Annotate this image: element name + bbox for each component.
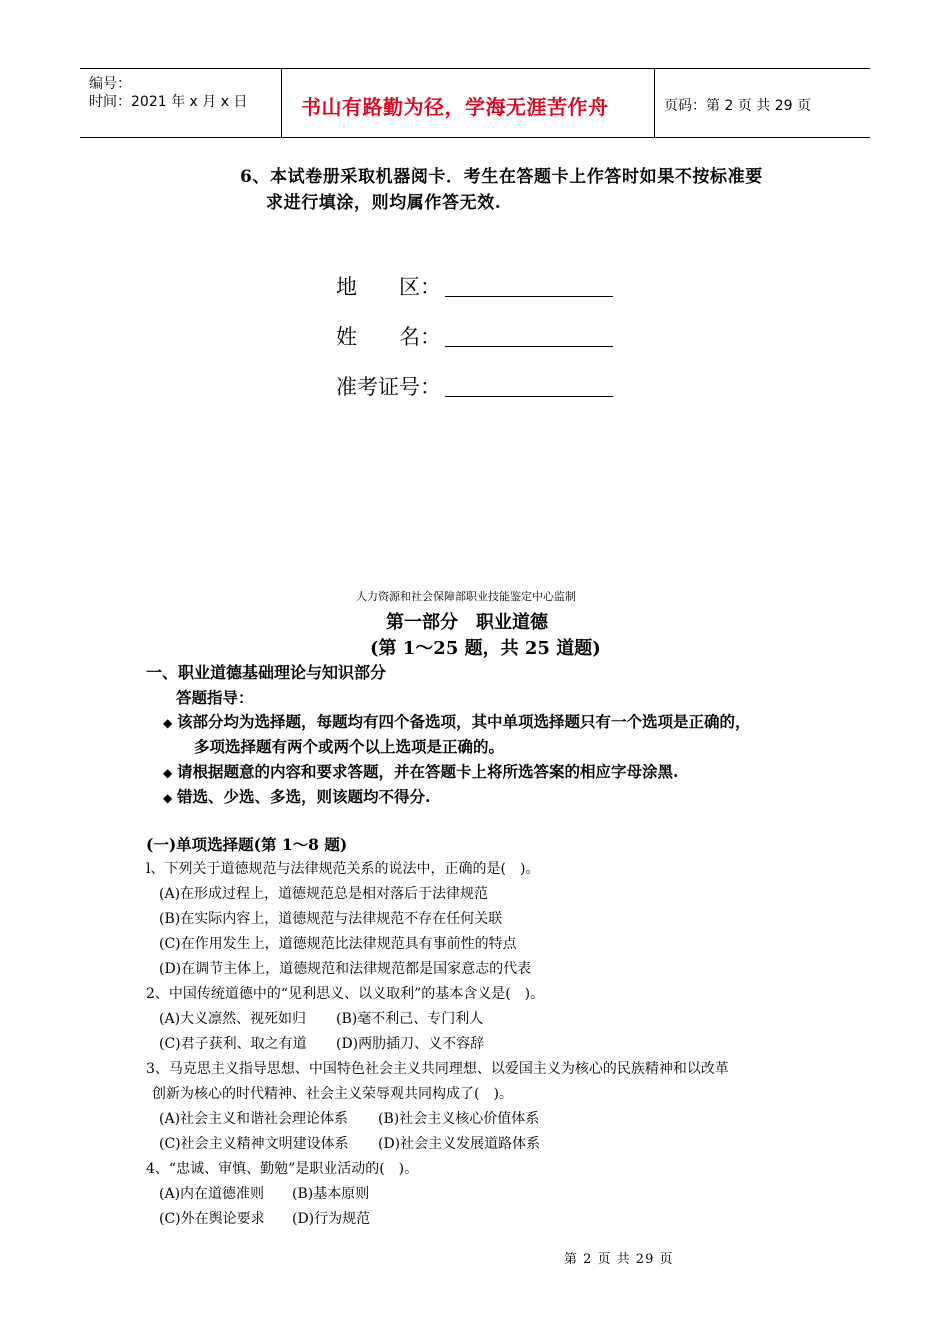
time-label: 时间：2021 年 x 月 x 日 — [89, 94, 248, 110]
q3-stem-line1: 3、马克思主义指导思想、中国特色社会主义共同理想、以爱国主义为核心的民族精神和以改革 — [146, 1061, 729, 1077]
q2-option-b: (B)毫不利己、专门利人 — [336, 1011, 484, 1027]
rule-6-line2: 求进行填涂，则均属作答无效. — [266, 193, 502, 213]
motto: 书山有路勤为径，学海无涯苦作舟 — [301, 95, 609, 119]
guide-title: 答题指导： — [176, 688, 254, 707]
q4-stem: 4、“忠诚、审慎、勤勉”是职业活动的( )。 — [146, 1161, 419, 1177]
section-title: 一、职业道德基础理论与知识部分 — [146, 663, 387, 682]
name-label: 姓 名： — [336, 325, 441, 349]
guide-bullet-1-cont: 多项选择题有两个或两个以上选项是正确的。 — [194, 737, 505, 756]
q1-option-b: (B)在实际内容上，道德规范与法律规范不存在任何关联 — [159, 911, 503, 927]
page-header — [80, 68, 870, 138]
q2-option-c: (C)君子获利、取之有道 — [159, 1036, 307, 1052]
name-blank[interactable] — [445, 326, 613, 347]
part-title: 第一部分 职业道德 — [386, 612, 548, 633]
guide-bullet-3: ◆ 错选、少选、多选，则该题均不得分. — [163, 787, 431, 806]
diamond-bullet-icon: ◆ — [163, 716, 173, 730]
q4-option-d: (D)行为规范 — [292, 1211, 371, 1227]
q3-stem-line2: 创新为核心的时代精神、社会主义荣辱观共同构成了( )。 — [152, 1086, 513, 1102]
q3-option-c: (C)社会主义精神文明建设体系 — [159, 1136, 349, 1152]
exam-id-blank[interactable] — [445, 376, 613, 397]
part-subtitle: (第 1～25 题，共 25 道题) — [370, 638, 601, 659]
region-field — [336, 271, 613, 301]
q4-option-c: (C)外在舆论要求 — [159, 1211, 265, 1227]
guide-bullet-2: ◆ 请根据题意的内容和要求答题，并在答题卡上将所选答案的相应字母涂黑. — [163, 762, 679, 781]
q3-option-b: (B)社会主义核心价值体系 — [378, 1111, 540, 1127]
code-label: 编号： — [89, 76, 131, 92]
q4-option-b: (B)基本原则 — [292, 1186, 370, 1202]
q2-stem: 2、中国传统道德中的“见利思义、以义取利”的基本含义是( )。 — [146, 986, 545, 1002]
q2-option-a: (A)大义凛然、视死如归 — [159, 1011, 307, 1027]
q1-option-c: (C)在作用发生上，道德规范比法律规范具有事前性的特点 — [159, 936, 517, 952]
diamond-bullet-icon: ◆ — [163, 766, 173, 780]
q3-option-d: (D)社会主义发展道路体系 — [378, 1136, 541, 1152]
exam-id-label: 准考证号： — [336, 375, 441, 399]
exam-id-field — [336, 371, 613, 401]
q3-option-a: (A)社会主义和谐社会理论体系 — [159, 1111, 349, 1127]
diamond-bullet-icon: ◆ — [163, 791, 173, 805]
subsection-title: (一)单项选择题(第 1～8 题) — [146, 835, 348, 854]
supervisor-text: 人力资源和社会保障部职业技能鉴定中心监制 — [356, 590, 576, 603]
region-label: 地 区： — [336, 275, 441, 299]
q1-option-d: (D)在调节主体上，道德规范和法律规范都是国家意志的代表 — [159, 961, 532, 977]
header-motto-cell — [281, 69, 655, 137]
guide-bullet-1: ◆ 该部分均为选择题，每题均有四个备选项，其中单项选择题只有一个选项是正确的， — [163, 712, 751, 731]
q4-option-a: (A)内在道德准则 — [159, 1186, 265, 1202]
page-info: 页码：第 2 页 共 29 页 — [664, 98, 811, 114]
q1-stem: l、下列关于道德规范与法律规范关系的说法中，正确的是( )。 — [146, 861, 540, 877]
q1-option-a: (A)在形成过程上，道德规范总是相对落后于法律规范 — [159, 886, 489, 902]
rule-6-line1: 6、本试卷册采取机器阅卡．考生在答题卡上作答时如果不按标准要 — [240, 167, 763, 187]
name-field — [336, 321, 613, 351]
q2-option-d: (D)两肋插刀、义不容辞 — [336, 1036, 485, 1052]
page-footer: 第 2 页 共 29 页 — [564, 1252, 674, 1267]
region-blank[interactable] — [445, 276, 613, 297]
header-meta-cell — [80, 69, 280, 137]
